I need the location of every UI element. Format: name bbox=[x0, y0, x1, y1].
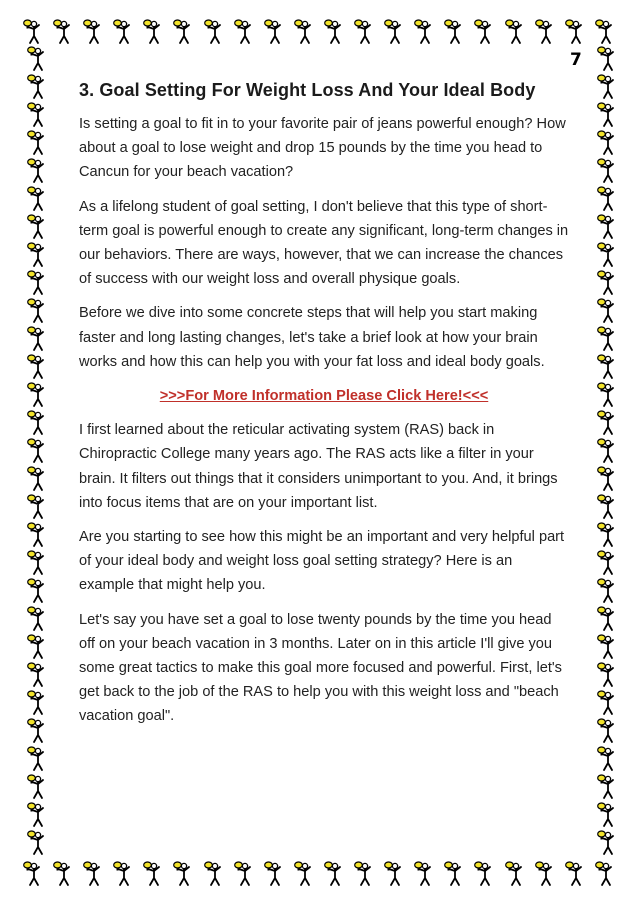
trophy-figure-icon bbox=[596, 156, 618, 184]
trophy-figure-icon bbox=[26, 268, 48, 296]
trophy-figure-icon bbox=[383, 859, 405, 887]
trophy-figure-icon bbox=[233, 17, 255, 45]
trophy-figure-icon bbox=[26, 576, 48, 604]
trophy-figure-icon bbox=[52, 859, 74, 887]
trophy-figure-icon bbox=[594, 17, 616, 45]
trophy-figure-icon bbox=[594, 859, 616, 887]
trophy-figure-icon bbox=[26, 604, 48, 632]
border-top bbox=[22, 16, 616, 46]
trophy-figure-icon bbox=[596, 464, 618, 492]
trophy-figure-icon bbox=[26, 128, 48, 156]
paragraph-6: Let's say you have set a goal to lose twenty pounds by the time you head off on your beach vacation in 3 months. Later on in this article I'll give you some great tactics to make this goal more focused and powerful. First, let's get back to the job of the RAS to help you with this weight loss and "beach vacation goal". bbox=[79, 611, 562, 725]
trophy-figure-icon bbox=[504, 859, 526, 887]
trophy-figure-icon bbox=[534, 859, 556, 887]
trophy-figure-icon bbox=[596, 100, 618, 128]
trophy-figure-icon bbox=[26, 408, 48, 436]
trophy-figure-icon bbox=[596, 184, 618, 212]
trophy-figure-icon bbox=[82, 17, 104, 45]
trophy-figure-icon bbox=[22, 859, 44, 887]
trophy-figure-icon bbox=[596, 324, 618, 352]
trophy-figure-icon bbox=[172, 17, 194, 45]
trophy-figure-icon bbox=[596, 548, 618, 576]
trophy-figure-icon bbox=[596, 436, 618, 464]
trophy-figure-icon bbox=[596, 520, 618, 548]
trophy-figure-icon bbox=[26, 800, 48, 828]
trophy-figure-icon bbox=[353, 859, 375, 887]
trophy-figure-icon bbox=[263, 859, 285, 887]
more-info-line bbox=[79, 384, 569, 408]
border-right bbox=[594, 44, 620, 856]
trophy-figure-icon bbox=[504, 17, 526, 45]
trophy-figure-icon bbox=[413, 859, 435, 887]
trophy-figure-icon bbox=[26, 72, 48, 100]
trophy-figure-icon bbox=[26, 184, 48, 212]
trophy-figure-icon bbox=[596, 268, 618, 296]
trophy-figure-icon bbox=[26, 772, 48, 800]
trophy-figure-icon bbox=[596, 240, 618, 268]
trophy-figure-icon bbox=[112, 859, 134, 887]
trophy-figure-icon bbox=[142, 17, 164, 45]
trophy-figure-icon bbox=[596, 828, 618, 856]
trophy-figure-icon bbox=[112, 17, 134, 45]
trophy-figure-icon bbox=[596, 744, 618, 772]
trophy-figure-icon bbox=[26, 828, 48, 856]
trophy-figure-icon bbox=[26, 240, 48, 268]
trophy-figure-icon bbox=[564, 859, 586, 887]
trophy-figure-icon bbox=[26, 296, 48, 324]
trophy-figure-icon bbox=[263, 17, 285, 45]
trophy-figure-icon bbox=[26, 324, 48, 352]
trophy-figure-icon bbox=[26, 380, 48, 408]
trophy-figure-icon bbox=[596, 688, 618, 716]
trophy-figure-icon bbox=[596, 408, 618, 436]
trophy-figure-icon bbox=[26, 520, 48, 548]
trophy-figure-icon bbox=[596, 128, 618, 156]
trophy-figure-icon bbox=[203, 859, 225, 887]
trophy-figure-icon bbox=[26, 352, 48, 380]
trophy-figure-icon bbox=[323, 17, 345, 45]
paragraph-3: Before we dive into some concrete steps that will help you start making faster and long lasting changes, let's take a brief look at how your brain works and how this can help you with your fat loss and ideal body goals. bbox=[79, 305, 545, 370]
trophy-figure-icon bbox=[596, 380, 618, 408]
article-body bbox=[79, 80, 569, 739]
trophy-figure-icon bbox=[443, 17, 465, 45]
paragraph-2: As a lifelong student of goal setting, I don't believe that this type of short-term goal is powerful enough to create any significant, long-term changes in our behaviors. There are ways, however, that we can increase the chances of success with our weight loss and overall physique goals. bbox=[79, 198, 569, 288]
trophy-figure-icon bbox=[534, 17, 556, 45]
trophy-figure-icon bbox=[26, 464, 48, 492]
trophy-figure-icon bbox=[293, 17, 315, 45]
border-left bbox=[24, 44, 50, 856]
trophy-figure-icon bbox=[26, 744, 48, 772]
trophy-figure-icon bbox=[22, 17, 44, 45]
border-bottom bbox=[22, 858, 616, 888]
more-info-link[interactable]: >>>For More Information Please Click Here!<<< bbox=[159, 388, 489, 405]
trophy-figure-icon bbox=[26, 492, 48, 520]
trophy-figure-icon bbox=[596, 352, 618, 380]
paragraph-4: I first learned about the reticular activating system (RAS) back in Chiropractic College many years ago. The RAS acts like a filter in your brain. It filters out things that it considers unimportant to you. And, it brings into focus items that are on your important list. bbox=[79, 422, 558, 511]
trophy-figure-icon bbox=[26, 100, 48, 128]
trophy-figure-icon bbox=[26, 436, 48, 464]
trophy-figure-icon bbox=[596, 296, 618, 324]
trophy-figure-icon bbox=[172, 859, 194, 887]
trophy-figure-icon bbox=[26, 212, 48, 240]
page-number: 7 bbox=[570, 50, 582, 70]
trophy-figure-icon bbox=[383, 17, 405, 45]
trophy-figure-icon bbox=[596, 660, 618, 688]
trophy-figure-icon bbox=[26, 716, 48, 744]
trophy-figure-icon bbox=[596, 632, 618, 660]
paragraph-1: Is setting a goal to fit in to your favorite pair of jeans powerful enough? How about a goal to lose weight and drop 15 pounds by the time you head to Cancun for your beach vacation? bbox=[79, 116, 566, 181]
trophy-figure-icon bbox=[26, 156, 48, 184]
trophy-figure-icon bbox=[233, 859, 255, 887]
trophy-figure-icon bbox=[596, 800, 618, 828]
trophy-figure-icon bbox=[203, 17, 225, 45]
trophy-figure-icon bbox=[473, 17, 495, 45]
trophy-figure-icon bbox=[596, 212, 618, 240]
trophy-figure-icon bbox=[413, 17, 435, 45]
section-heading: 3. Goal Setting For Weight Loss And Your Ideal Body bbox=[79, 80, 536, 100]
trophy-figure-icon bbox=[596, 492, 618, 520]
trophy-figure-icon bbox=[82, 859, 104, 887]
trophy-figure-icon bbox=[596, 44, 618, 72]
trophy-figure-icon bbox=[596, 604, 618, 632]
trophy-figure-icon bbox=[596, 576, 618, 604]
trophy-figure-icon bbox=[596, 772, 618, 800]
trophy-figure-icon bbox=[596, 716, 618, 744]
trophy-figure-icon bbox=[473, 859, 495, 887]
trophy-figure-icon bbox=[323, 859, 345, 887]
trophy-figure-icon bbox=[353, 17, 375, 45]
trophy-figure-icon bbox=[142, 859, 164, 887]
trophy-figure-icon bbox=[26, 660, 48, 688]
trophy-figure-icon bbox=[596, 72, 618, 100]
paragraph-5: Are you starting to see how this might be an important and very helpful part of your ideal body and weight loss goal setting strategy? Here is an example that might help you. bbox=[79, 529, 565, 594]
trophy-figure-icon bbox=[52, 17, 74, 45]
trophy-figure-icon bbox=[564, 17, 586, 45]
trophy-figure-icon bbox=[26, 548, 48, 576]
trophy-figure-icon bbox=[293, 859, 315, 887]
trophy-figure-icon bbox=[26, 44, 48, 72]
trophy-figure-icon bbox=[26, 632, 48, 660]
trophy-figure-icon bbox=[26, 688, 48, 716]
trophy-figure-icon bbox=[443, 859, 465, 887]
